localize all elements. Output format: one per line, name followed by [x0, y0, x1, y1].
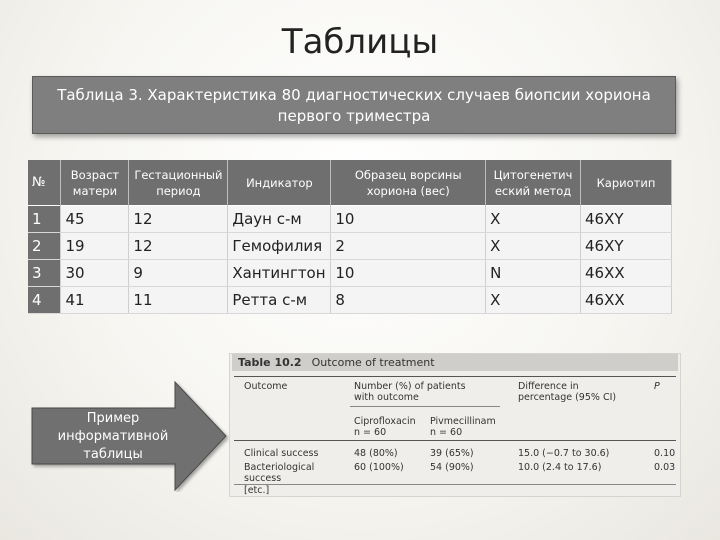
cell-gestation-period: 11: [129, 287, 228, 314]
table-row: [28, 260, 672, 287]
example-drug2-n: n = 60: [430, 427, 463, 438]
cell-indicator: Хантингтон: [228, 260, 331, 287]
table-row: [28, 287, 672, 314]
cell-cytogenetic-method: X: [486, 287, 581, 314]
example-drug1-n: n = 60: [354, 427, 387, 438]
example-col-number-line2: with outcome: [354, 392, 419, 403]
table-header-row: [28, 160, 672, 206]
example-row2-label-line1: Bacteriological: [244, 462, 315, 473]
cell-indicator: Даун с-м: [228, 206, 331, 233]
cell-chorion-sample: 10: [331, 206, 486, 233]
row-number: 3: [28, 260, 61, 287]
table-row: [28, 206, 672, 233]
example-col-diff-line1: Difference in: [518, 381, 579, 392]
example-row1-drug2: 39 (65%): [430, 448, 474, 459]
row-number: 2: [28, 233, 61, 260]
example-row2-p: 0.03: [654, 462, 676, 473]
example-col-outcome: Outcome: [244, 381, 288, 392]
header-karyotype: Кариотип: [581, 160, 672, 206]
cell-karyotype: 46XY: [581, 206, 672, 233]
cell-karyotype: 46XX: [581, 287, 672, 314]
row-number: 1: [28, 206, 61, 233]
table-row: [28, 233, 672, 260]
example-row1-p: 0.10: [654, 448, 676, 459]
example-drug2: Pivmecillinam: [430, 416, 496, 427]
cell-mother-age: 19: [61, 233, 129, 260]
example-table-number: Table 10.2: [238, 356, 302, 369]
cell-cytogenetic-method: X: [486, 206, 581, 233]
example-row2-diff: 10.0 (2.4 to 17.6): [518, 462, 602, 473]
cell-gestation-period: 12: [129, 206, 228, 233]
example-col-diff-line2: percentage (95% CI): [518, 392, 617, 403]
example-row2-drug2: 54 (90%): [430, 462, 474, 473]
cell-chorion-sample: 8: [331, 287, 486, 314]
cell-gestation-period: 12: [129, 233, 228, 260]
cell-indicator: Ретта с-м: [228, 287, 331, 314]
example-table-heading: [232, 354, 678, 371]
example-col-number-line1: Number (%) of patients: [354, 381, 466, 392]
arrow-label: Пример информативной таблицы: [57, 411, 169, 462]
example-drug1: Ciprofloxacin: [354, 416, 416, 427]
table-caption: Таблица 3. Характеристика 80 диагностических случаев биопсии хориона первого триместра: [32, 76, 676, 134]
cell-karyotype: 46XY: [581, 233, 672, 260]
cell-mother-age: 30: [61, 260, 129, 287]
header-mother-age: Возраст матери: [61, 160, 129, 206]
cell-gestation-period: 9: [129, 260, 228, 287]
row-number: 4: [28, 287, 61, 314]
cell-chorion-sample: 2: [331, 233, 486, 260]
cell-cytogenetic-method: X: [486, 233, 581, 260]
example-row1-drug1: 48 (80%): [354, 448, 398, 459]
cell-indicator: Гемофилия: [228, 233, 331, 260]
cell-chorion-sample: 10: [331, 260, 486, 287]
example-row2-label-line2: success: [244, 473, 282, 484]
header-number: №: [28, 160, 61, 206]
example-row2-drug1: 60 (100%): [354, 462, 404, 473]
cell-cytogenetic-method: N: [486, 260, 581, 287]
header-chorion-sample: Образец ворсины хориона (вес): [331, 160, 486, 206]
cell-mother-age: 41: [61, 287, 129, 314]
cell-mother-age: 45: [61, 206, 129, 233]
data-table: [28, 160, 672, 314]
example-table-image: [229, 353, 681, 497]
example-col-p: P: [654, 381, 660, 392]
example-row1-label: Clinical success: [244, 448, 319, 459]
slide-title: Таблицы: [281, 22, 439, 62]
example-footer: [etc.]: [244, 485, 270, 496]
header-cytogenetic-method: Цитогенетич еский метод: [486, 160, 581, 206]
cell-karyotype: 46XX: [581, 260, 672, 287]
example-table-title: Outcome of treatment: [311, 356, 435, 369]
header-gestation-period: Гестационный период: [129, 160, 228, 206]
example-row1-diff: 15.0 (−0.7 to 30.6): [518, 448, 610, 459]
header-indicator: Индикатор: [228, 160, 331, 206]
